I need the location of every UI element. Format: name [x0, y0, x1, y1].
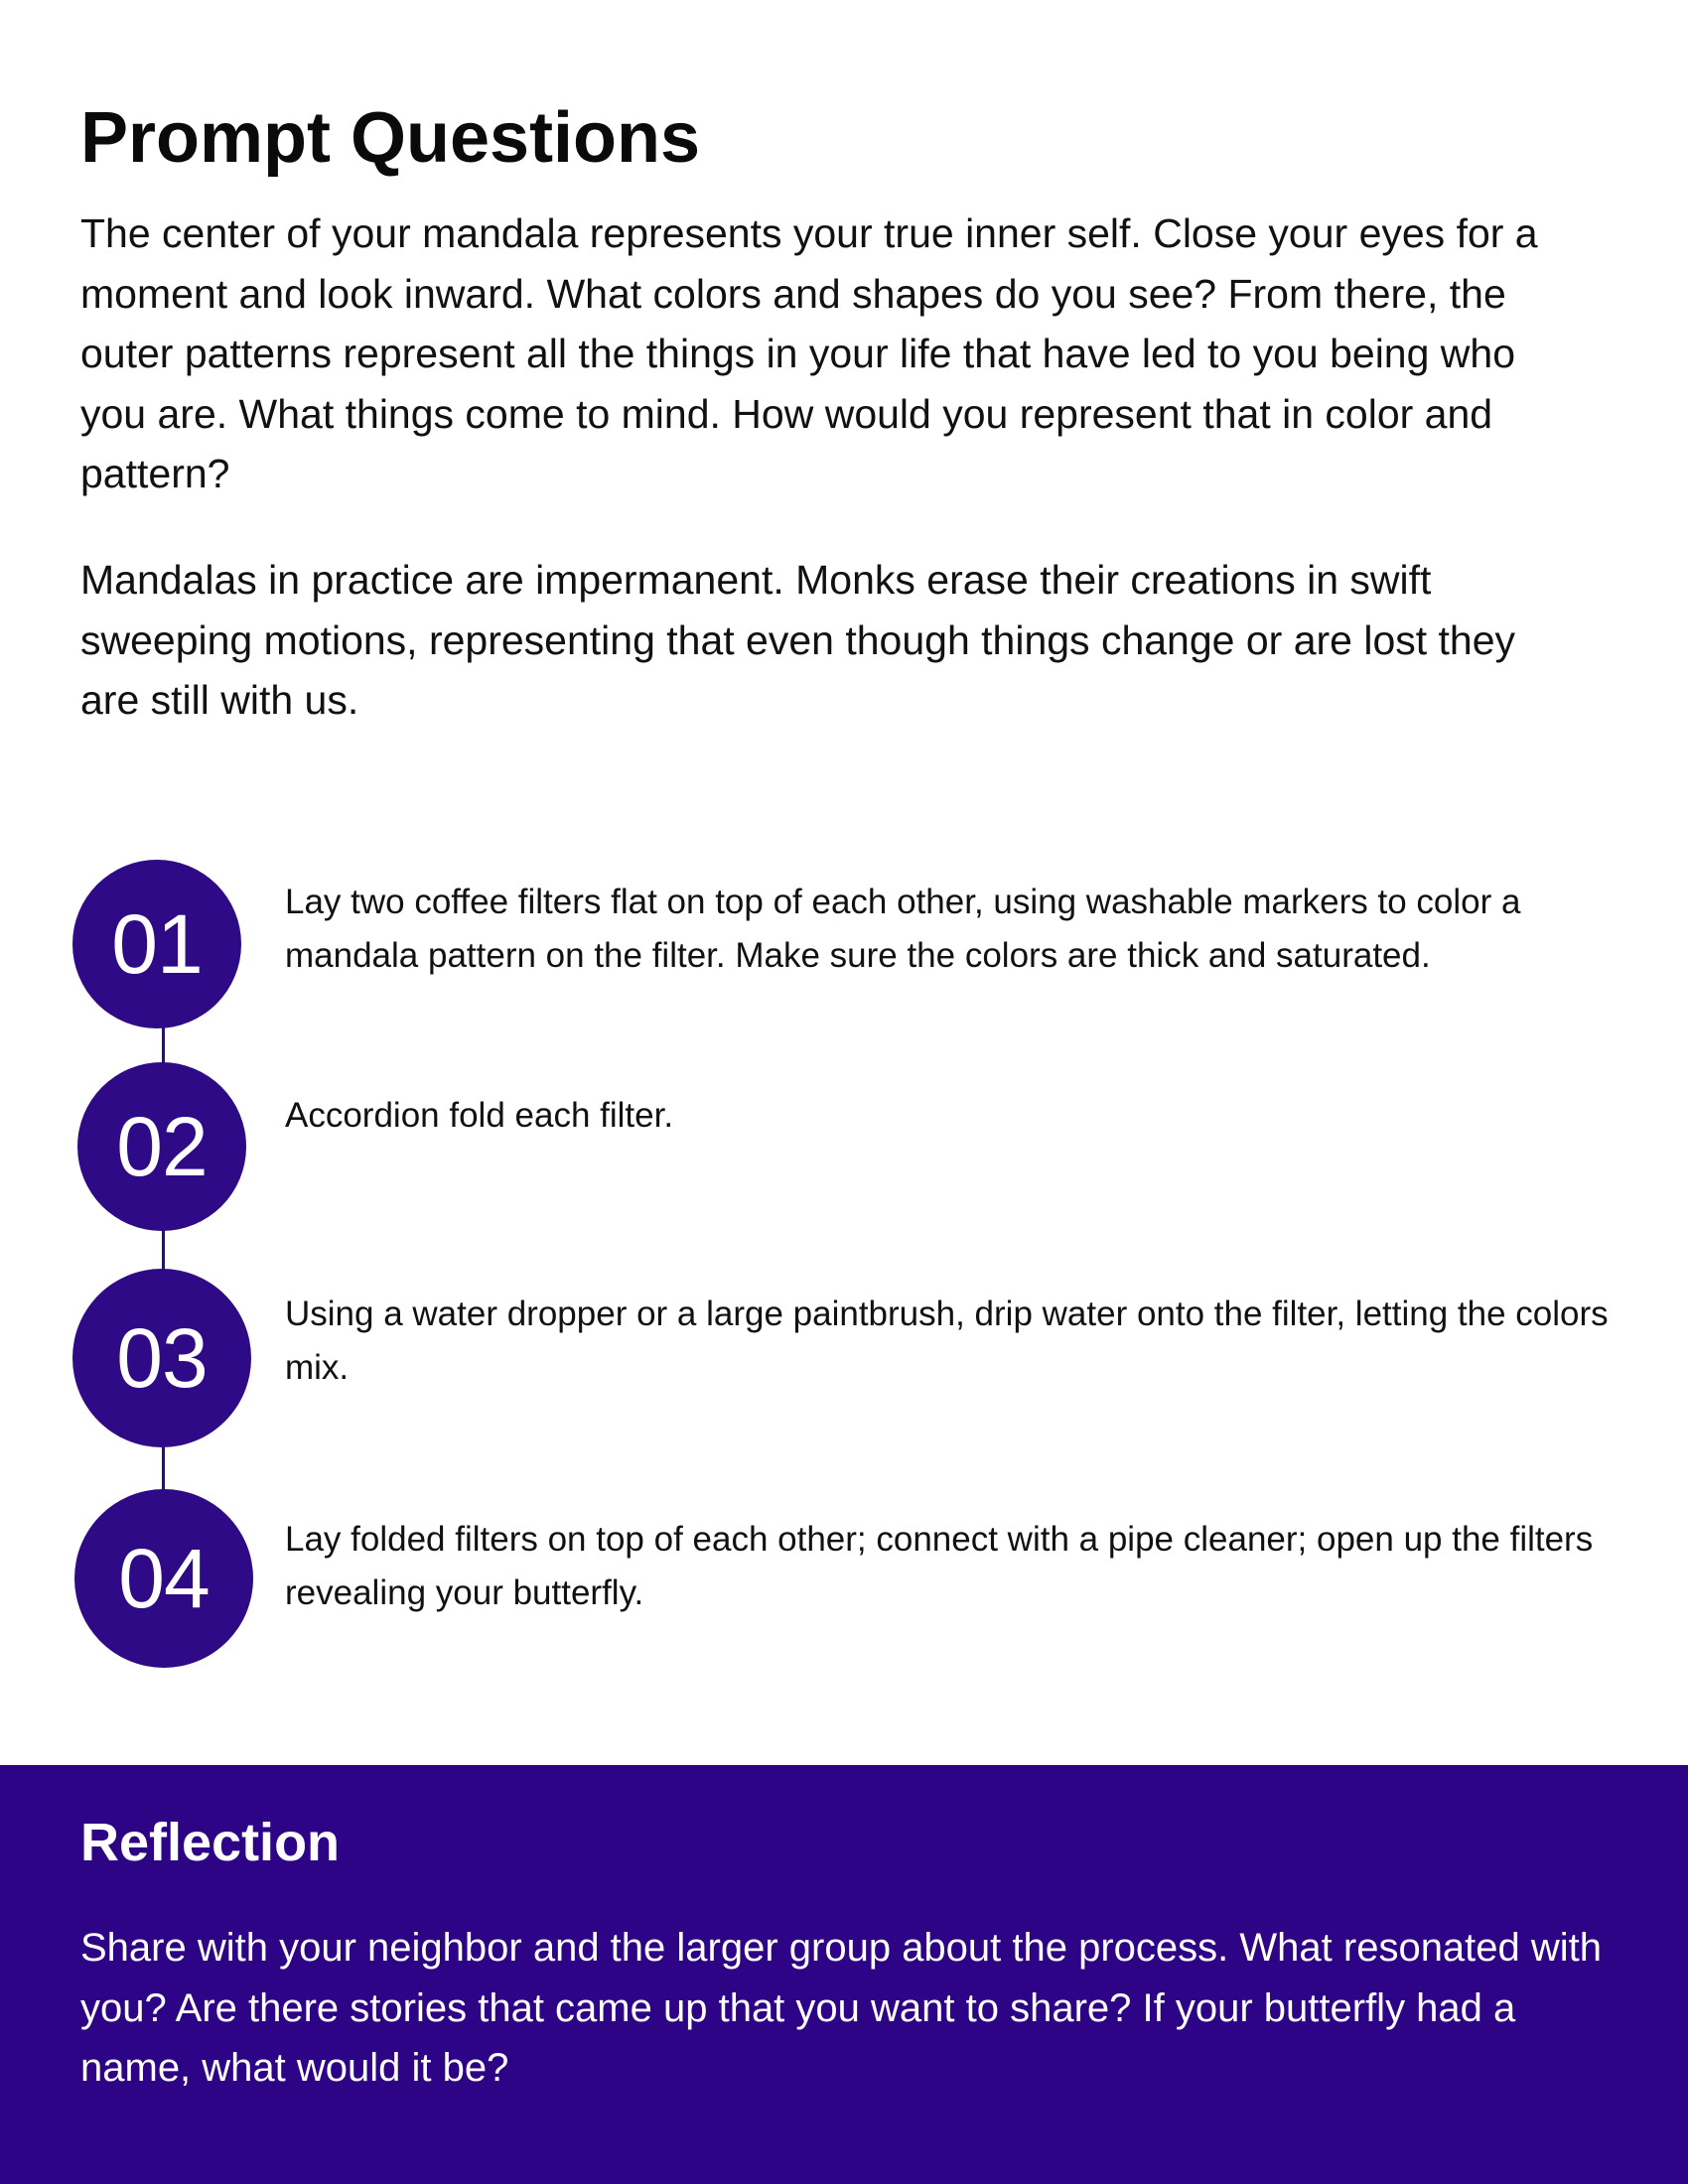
page-title: Prompt Questions: [80, 98, 701, 178]
step-text: Lay folded filters on top of each other; connect with a pipe cleaner; open up the filters revealing your butterfly.: [285, 1520, 1594, 1612]
step-number-badge: 02: [77, 1062, 246, 1231]
step-number-badge: 04: [74, 1489, 253, 1668]
reflection-panel: [0, 1765, 1688, 2184]
reflection-title: Reflection: [80, 1813, 341, 1872]
intro-paragraph-1: The center of your mandala represents your true inner self. Close your eyes for a moment and look inward. What colors and shapes do you see? From there, the outer patterns represent all the things in your life that have led to you being who you are. What things come to mind. How would you represent that in color and pattern?: [80, 210, 1538, 496]
step-number-badge: 03: [72, 1269, 251, 1447]
intro-paragraph-2: Mandalas in practice are impermanent. Monks erase their creations in swift sweeping motions, representing that even though things change or are lost they are still with us.: [80, 557, 1516, 723]
reflection-body: Share with your neighbor and the larger group about the process. What resonated with you? Are there stories that came up that you want to share? If your butterfly had a name, what would it be?: [80, 1926, 1603, 2090]
step-text: Accordion fold each filter.: [285, 1096, 674, 1135]
step-number-badge: 01: [72, 860, 241, 1028]
step-text: Lay two coffee filters flat on top of each other, using washable markers to color a mandala pattern on the filter. Make sure the colors are thick and saturated.: [285, 883, 1521, 975]
step-text: Using a water dropper or a large paintbrush, drip water onto the filter, letting the colors mix.: [285, 1295, 1609, 1387]
